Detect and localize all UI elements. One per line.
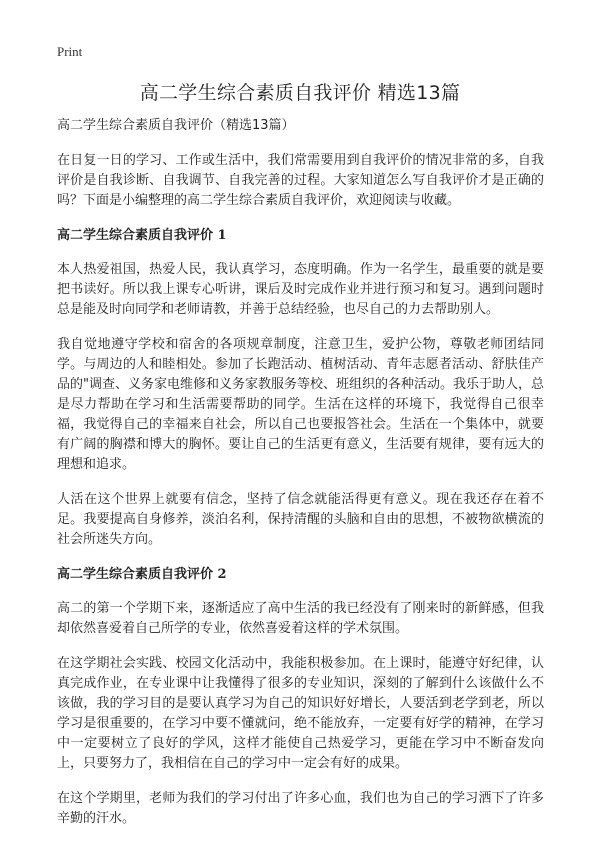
document-subtitle: 高二学生综合素质自我评价（精选13篇） — [57, 118, 295, 133]
body-paragraph: 我自觉地遵守学校和宿舍的各项规章制度，注意卫生，爱护公物，尊敬老师团结同学。与周边的人和睦相处。参加了长跑活动、植树活动、青年志愿者活动、舒肤佳产品的"调查、义务家电维修和义务家教服务等校、班组织的各种活动。我乐于助人，总是尽力帮助在学习和生活需要帮助的同学。生活在这样的环境下，我觉得自己很幸福，我觉得自己的幸福来自社会，所以自己也要报答社会。生活在一个集体中，就要有广阔的胸襟和博大的胸怀。要让自己的生活更有意义，生活要有规律，要有远大的理想和追求。 — [57, 337, 544, 472]
body-paragraph: 人活在这个世界上就要有信念，坚持了信念就能活得更有意义。现在我还存在着不足。我要提高自身修养，淡泊名利，保持清醒的头脑和自由的思想，不被物欲横流的社会所迷失方向。 — [57, 492, 544, 547]
document-title: 高二学生综合素质自我评价 精选13篇 — [139, 82, 461, 104]
body-paragraph: 本人热爱祖国，热爱人民，我认真学习，态度明确。作为一名学生，最重要的就是要把书读好。所以我上课专心听讲，课后及时完成作业并进行预习和复习。遇到问题时总是能及时向同学和老师请教，并善于总结经验，也尽自己的力去帮助别人。 — [57, 262, 544, 317]
intro-paragraph: 在日复一日的学习、工作或生活中，我们常需要用到自我评价的情况非常的多，自我评价是自我诊断、自我调节、自我完善的过程。大家知道怎么写自我评价才是正确的吗？下面是小编整理的高二学生综合素质自我评价，欢迎阅读与收藏。 — [57, 153, 544, 208]
section-heading: 高二学生综合素质自我评价 2 — [57, 567, 227, 582]
print-label: Print — [57, 44, 83, 59]
document-body — [57, 116, 544, 844]
section-1 — [57, 226, 544, 550]
body-paragraph: 高二的第一个学期下来，逐渐适应了高中生活的我已经没有了刚来时的新鲜感，但我却依然喜爱着自己所学的专业，依然喜爱着这样的学术氛围。 — [57, 601, 544, 636]
body-paragraph: 在这个学期里，老师为我们的学习付出了许多心血，我们也为自己的学习洒下了许多辛勤的汗水。 — [57, 791, 544, 826]
body-paragraph: 在这学期社会实践、校园文化活动中，我能积极参加。在上课时，能遵守好纪律，认真完成作业，在专业课中让我懂得了很多的专业知识，深刻的了解到什么该做什么不该做，我的学习目的是要认真学习为自己的知识好好增长，人要活到老学到老，所以学习是很重要的，在学习中要不懂就问，绝不能放弃，一定要有好学的精神，在学习中一定要树立了良好的学风，这样才能使自己热爱学习，更能在学习中不断奋发向上，只要努力了，我相信在自己的学习中一定会有好的成果。 — [57, 656, 544, 771]
section-heading: 高二学生综合素质自我评价 1 — [57, 228, 227, 243]
section-2 — [57, 565, 544, 829]
